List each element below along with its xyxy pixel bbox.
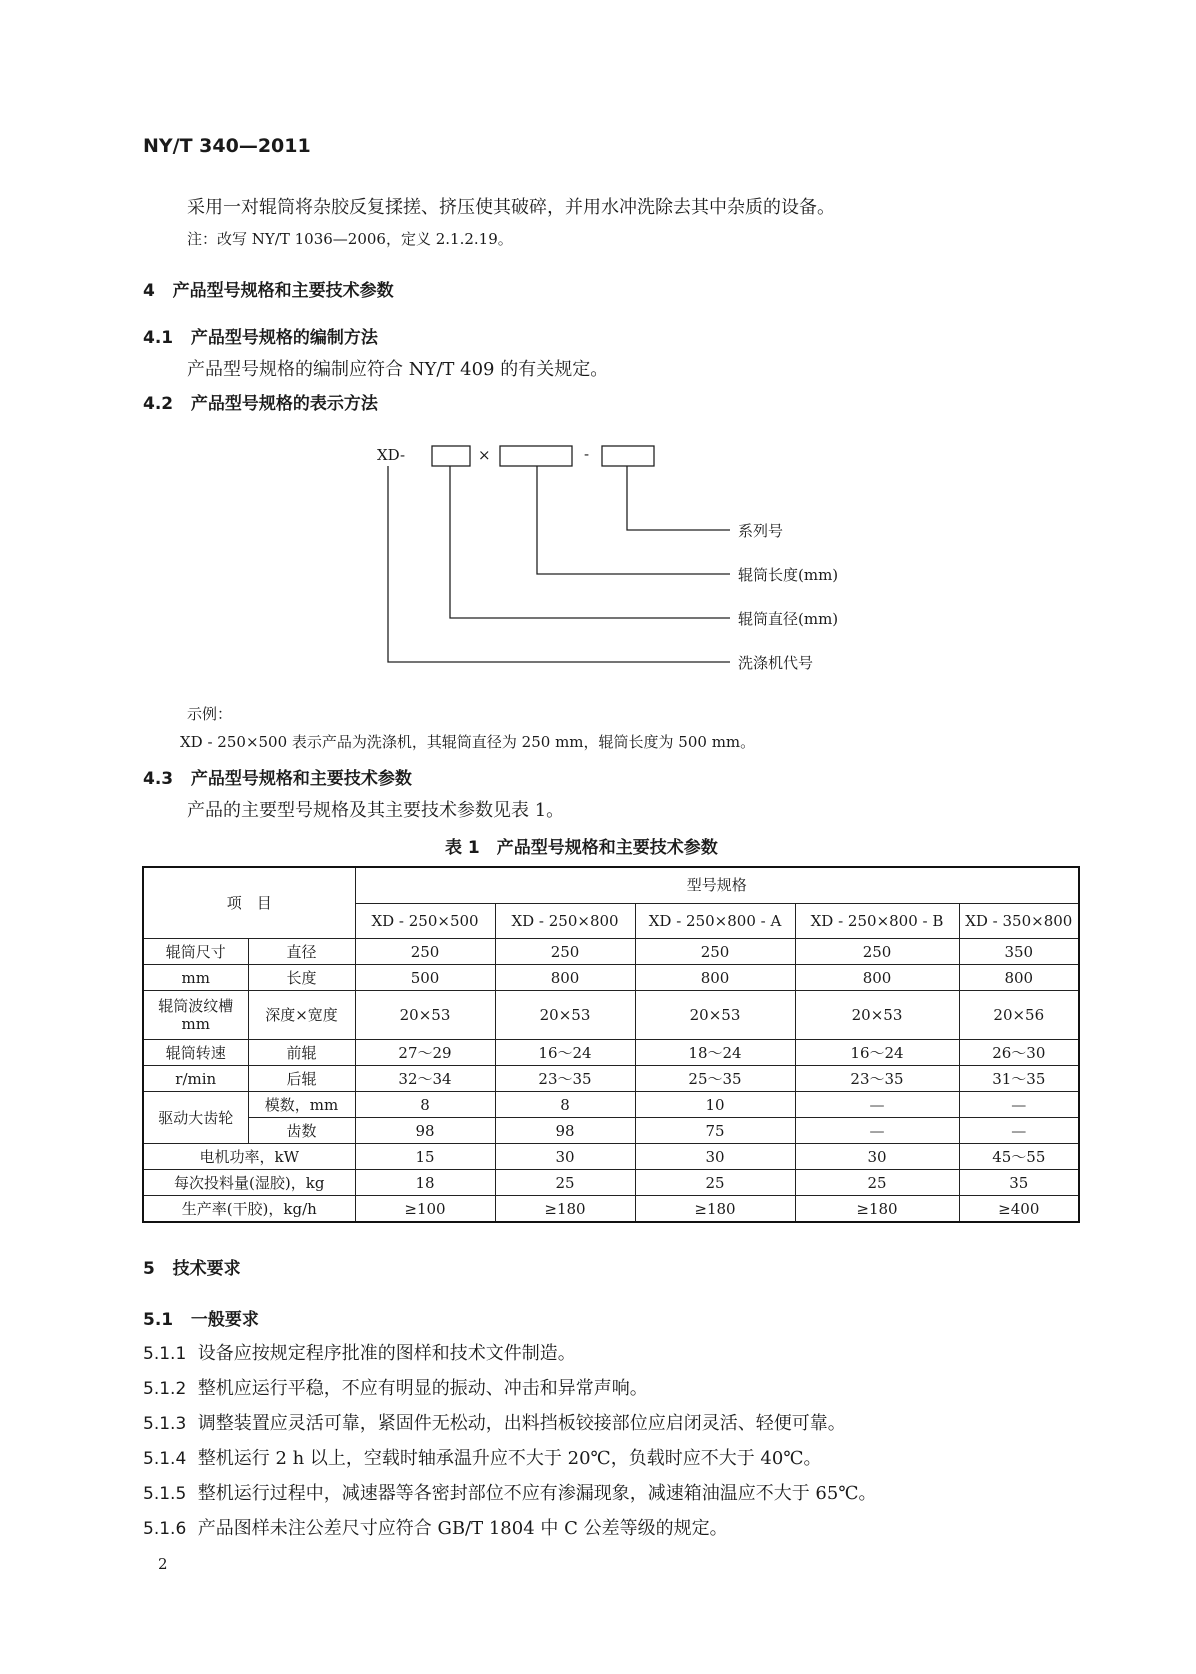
cell: 250	[355, 939, 495, 965]
clause-text: 调整装置应灵活可靠，紧固件无松动，出料挡板铰接部位应启闭灵活、轻便可靠。	[197, 1413, 846, 1434]
model-name: XD - 250×800 - A	[635, 903, 795, 939]
row-label: 长度	[248, 965, 355, 991]
cell: 16～24	[495, 1040, 635, 1066]
cell: —	[795, 1092, 959, 1118]
label-roller-diameter: 辊筒直径(mm)	[738, 610, 839, 628]
table-caption: 表 1 产品型号规格和主要技术参数	[445, 838, 718, 858]
clause-number: 5.1.6	[143, 1519, 187, 1539]
group-label: 辊筒尺寸	[143, 939, 248, 965]
designation-lines	[372, 434, 892, 684]
clause-5-1-4	[143, 1444, 821, 1470]
row-label: 模数，mm	[248, 1092, 355, 1118]
clause-5-1-2	[143, 1374, 648, 1400]
cell: 10	[635, 1092, 795, 1118]
group-unit: r/min	[143, 1066, 248, 1092]
model-name: XD - 250×800 - B	[795, 903, 959, 939]
cell: 23～35	[495, 1066, 635, 1092]
section-number: 5	[143, 1259, 155, 1279]
times-sign: ×	[478, 446, 491, 464]
cell: 800	[495, 965, 635, 991]
group-name: 辊筒波纹槽	[158, 997, 234, 1015]
cell: 27～29	[355, 1040, 495, 1066]
section-title: 一般要求	[190, 1310, 259, 1330]
doc-code: NY/T 340—2011	[143, 135, 311, 157]
cell: 800	[635, 965, 795, 991]
table-row	[143, 1040, 1079, 1066]
cell: —	[959, 1092, 1079, 1118]
section-title: 产品型号规格和主要技术参数	[172, 281, 394, 301]
table-row	[143, 1118, 1079, 1144]
row-label: 前辊	[248, 1040, 355, 1066]
table-row	[143, 1144, 1079, 1170]
cell: 25	[795, 1170, 959, 1196]
model-header: 型号规格	[355, 867, 1079, 903]
group-label	[143, 991, 248, 1040]
cell: 30	[495, 1144, 635, 1170]
spec-table	[142, 866, 1080, 1223]
cell: 30	[635, 1144, 795, 1170]
example-label: 示例：	[187, 705, 233, 723]
section-number: 5.1	[143, 1310, 174, 1330]
row-label: 深度×宽度	[248, 991, 355, 1040]
cell: 20×53	[795, 991, 959, 1040]
table-row	[143, 1196, 1079, 1223]
cell: 250	[795, 939, 959, 965]
cell: 25	[635, 1170, 795, 1196]
row-label: 生产率(干胶)，kg/h	[143, 1196, 355, 1223]
section-number: 4	[143, 281, 155, 301]
cell: ≥400	[959, 1196, 1079, 1223]
cell: 8	[355, 1092, 495, 1118]
cell: 98	[355, 1118, 495, 1144]
cell: 500	[355, 965, 495, 991]
cell: 26～30	[959, 1040, 1079, 1066]
label-roller-length: 辊筒长度(mm)	[738, 566, 839, 584]
section-4-heading	[143, 276, 394, 301]
cell: 45～55	[959, 1144, 1079, 1170]
cell: 250	[495, 939, 635, 965]
cell: 800	[959, 965, 1079, 991]
cell: 25～35	[635, 1066, 795, 1092]
clause-number: 5.1.3	[143, 1414, 187, 1434]
section-5-heading	[143, 1254, 241, 1279]
model-designation-diagram	[372, 434, 892, 684]
label-washer-code: 洗涤机代号	[738, 654, 814, 672]
clause-5-1-3	[143, 1409, 846, 1435]
clause-number: 5.1.1	[143, 1344, 187, 1364]
cell: ≥100	[355, 1196, 495, 1223]
section-number: 4.3	[143, 769, 174, 789]
model-name: XD - 250×500	[355, 903, 495, 939]
clause-text: 整机运行 2 h 以上，空载时轴承温升应不大于 20℃，负载时应不大于 40℃。	[197, 1448, 822, 1469]
cell: ≥180	[495, 1196, 635, 1223]
clause-text: 设备应按规定程序批准的图样和技术文件制造。	[197, 1343, 576, 1364]
cell: —	[959, 1118, 1079, 1144]
cell: 20×53	[495, 991, 635, 1040]
row-label: 电机功率，kW	[143, 1144, 355, 1170]
cell: 35	[959, 1170, 1079, 1196]
clause-5-1-1	[143, 1339, 576, 1365]
table-row	[143, 991, 1079, 1040]
clause-5-1-6	[143, 1514, 728, 1540]
table-row	[143, 867, 1079, 903]
section-4-2-heading	[143, 389, 378, 414]
definition-note: 注：改写 NY/T 1036—2006，定义 2.1.2.19。	[187, 230, 513, 248]
group-unit: mm	[143, 965, 248, 991]
cell: 20×56	[959, 991, 1079, 1040]
table-row	[143, 965, 1079, 991]
cell: 75	[635, 1118, 795, 1144]
cell: 800	[795, 965, 959, 991]
cell: 20×53	[355, 991, 495, 1040]
label-series-number: 系列号	[738, 522, 784, 540]
prefix-label: XD-	[377, 446, 406, 464]
dash-sign: -	[584, 445, 590, 463]
section-number: 4.1	[143, 328, 174, 348]
table-row	[143, 939, 1079, 965]
section-4-3-text: 产品的主要型号规格及其主要技术参数见表 1。	[187, 800, 565, 821]
section-4-3-heading	[143, 764, 412, 789]
clause-number: 5.1.4	[143, 1449, 187, 1469]
cell: 8	[495, 1092, 635, 1118]
group-label: 驱动大齿轮	[143, 1092, 248, 1144]
row-label: 后辊	[248, 1066, 355, 1092]
section-title: 产品型号规格和主要技术参数	[190, 769, 412, 789]
clause-number: 5.1.5	[143, 1484, 187, 1504]
cell: 18～24	[635, 1040, 795, 1066]
table-row	[143, 1170, 1079, 1196]
cell: 16～24	[795, 1040, 959, 1066]
cell: —	[795, 1118, 959, 1144]
cell: 350	[959, 939, 1079, 965]
group-label: 辊筒转速	[143, 1040, 248, 1066]
row-label: 直径	[248, 939, 355, 965]
section-4-1-heading	[143, 323, 378, 348]
cell: 20×53	[635, 991, 795, 1040]
row-label: 每次投料量(湿胶)，kg	[143, 1170, 355, 1196]
cell: ≥180	[795, 1196, 959, 1223]
table-row	[143, 1092, 1079, 1118]
section-number: 4.2	[143, 394, 174, 414]
cell: 98	[495, 1118, 635, 1144]
section-5-1-heading	[143, 1305, 259, 1330]
cell: 31～35	[959, 1066, 1079, 1092]
section-title: 技术要求	[172, 1259, 241, 1279]
page-number: 2	[158, 1555, 168, 1573]
row-label: 齿数	[248, 1118, 355, 1144]
clause-5-1-5	[143, 1479, 876, 1505]
cell: 15	[355, 1144, 495, 1170]
model-name: XD - 250×800	[495, 903, 635, 939]
clause-text: 整机运行过程中，减速器等各密封部位不应有渗漏现象，减速箱油温应不大于 65℃。	[197, 1483, 877, 1504]
section-title: 产品型号规格的编制方法	[190, 328, 378, 348]
clause-text: 整机应运行平稳，不应有明显的振动、冲击和异常声响。	[197, 1378, 648, 1399]
section-4-1-text: 产品型号规格的编制应符合 NY/T 409 的有关规定。	[187, 359, 609, 380]
cell: 250	[635, 939, 795, 965]
cell: 30	[795, 1144, 959, 1170]
cell: ≥180	[635, 1196, 795, 1223]
clause-text: 产品图样未注公差尺寸应符合 GB/T 1804 中 C 公差等级的规定。	[197, 1518, 728, 1539]
cell: 23～35	[795, 1066, 959, 1092]
section-title: 产品型号规格的表示方法	[190, 394, 378, 414]
item-header: 项 目	[143, 867, 355, 939]
definition-text: 采用一对辊筒将杂胶反复揉搓、挤压使其破碎，并用水冲洗除去其中杂质的设备。	[187, 197, 835, 218]
example-text: XD - 250×500 表示产品为洗涤机，其辊筒直径为 250 mm，辊筒长度为 500 mm。	[180, 733, 756, 751]
cell: 32～34	[355, 1066, 495, 1092]
clause-number: 5.1.2	[143, 1379, 187, 1399]
group-unit: mm	[181, 1015, 210, 1033]
table-row	[143, 1066, 1079, 1092]
model-name: XD - 350×800	[959, 903, 1079, 939]
cell: 18	[355, 1170, 495, 1196]
cell: 25	[495, 1170, 635, 1196]
